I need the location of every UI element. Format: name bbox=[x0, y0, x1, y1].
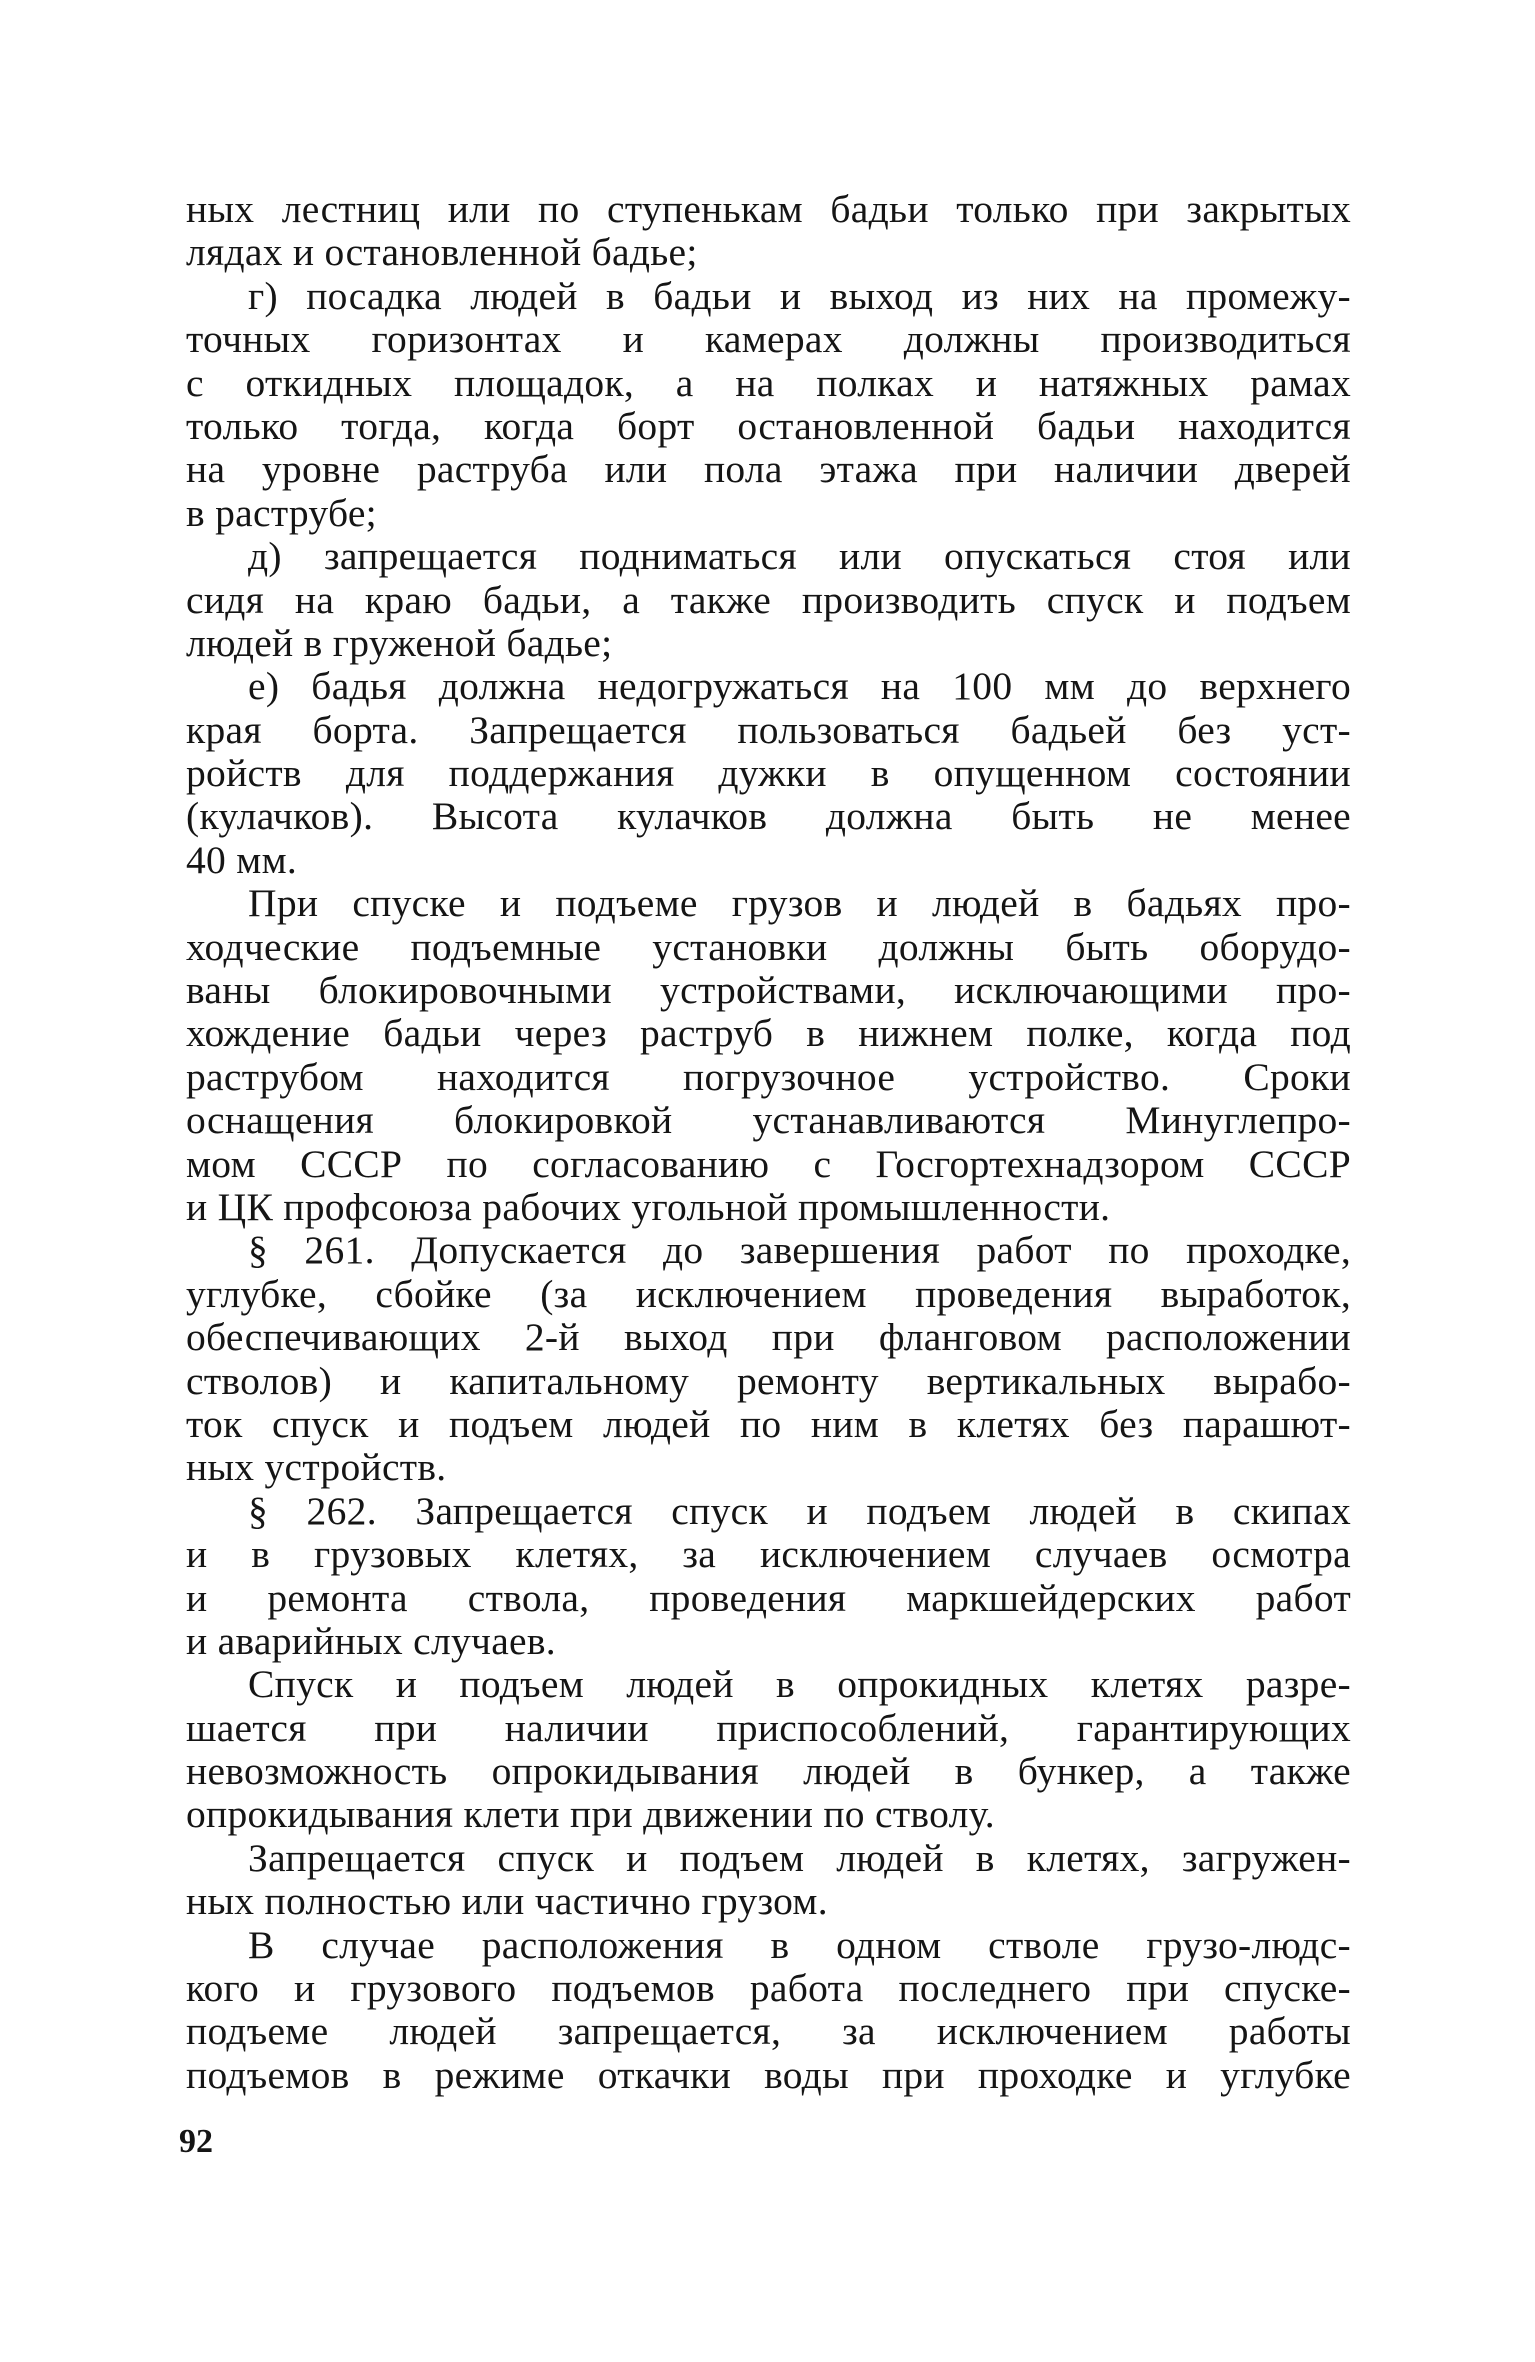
text-line: и аварийных случаев. bbox=[186, 1618, 556, 1663]
text-line: подъемов в режиме откачки воды при проходке и углубке bbox=[186, 2052, 1351, 2097]
text-line: § 261. Допускается до завершения работ по проходке, bbox=[248, 1228, 1351, 1273]
text-line: углубке, сбойке (за исключением проведения выработок, bbox=[186, 1271, 1351, 1316]
text-line: только тогда, когда борт остановленной бадьи находится bbox=[186, 403, 1351, 448]
text-line: ток спуск и подъем людей по ним в клетях без парашют- bbox=[186, 1401, 1351, 1446]
text-line: мом СССР по согласованию с Госгортехнадзором СССР bbox=[186, 1141, 1351, 1186]
paragraph bbox=[186, 665, 1351, 882]
text-line: обеспечивающих 2-й выход при фланговом расположении bbox=[186, 1315, 1351, 1360]
text-line: д) запрещается подниматься или опускаться стоя или bbox=[248, 534, 1351, 579]
text-line: ных устройств. bbox=[186, 1445, 447, 1490]
text-line: шается при наличии приспособлений, гарантирующих bbox=[186, 1705, 1351, 1750]
paragraph bbox=[186, 188, 1351, 275]
text-line: г) посадка людей в бадьи и выход из них на промежу- bbox=[248, 273, 1351, 318]
text-line: точных горизонтах и камерах должны производиться bbox=[186, 317, 1351, 362]
text-line: ваны блокировочными устройствами, исключающими про- bbox=[186, 968, 1351, 1013]
text-line: оснащения блокировкой устанавливаются Минуглепро- bbox=[186, 1098, 1351, 1143]
text-line: и ремонта ствола, проведения маркшейдерских работ bbox=[186, 1575, 1351, 1620]
text-line: края борта. Запрещается пользоваться бадьей без уст- bbox=[186, 707, 1351, 752]
text-line: и в грузовых клетях, за исключением случаев осмотра bbox=[186, 1532, 1351, 1577]
paragraph bbox=[186, 882, 1351, 1229]
paragraph bbox=[186, 1837, 1351, 1924]
text-line: 40 мм. bbox=[186, 837, 298, 882]
body-text bbox=[186, 188, 1351, 2097]
text-line: и ЦК профсоюза рабочих угольной промышленности. bbox=[186, 1184, 1111, 1229]
paragraph bbox=[186, 275, 1351, 535]
text-line: кого и грузового подъемов работа последнего при спуске- bbox=[186, 1966, 1351, 2011]
text-line: подъеме людей запрещается, за исключением работы bbox=[186, 2009, 1351, 2054]
text-line: на уровне раструба или пола этажа при наличии дверей bbox=[186, 447, 1351, 492]
page-number: 92 bbox=[179, 2123, 213, 2160]
paragraph bbox=[186, 1924, 1351, 2098]
text-line: опрокидывания клети при движении по стволу. bbox=[186, 1792, 995, 1837]
text-line: раструбом находится погрузочное устройство. Сроки bbox=[186, 1054, 1351, 1099]
text-line: с откидных площадок, а на полках и натяжных рамах bbox=[186, 360, 1351, 405]
paragraph bbox=[186, 1229, 1351, 1489]
text-line: хождение бадьи через раструб в нижнем полке, когда под bbox=[186, 1011, 1351, 1056]
text-line: е) бадья должна недогружаться на 100 мм до верхнего bbox=[248, 664, 1351, 709]
text-line: невозможность опрокидывания людей в бункер, а также bbox=[186, 1749, 1351, 1794]
text-line: Запрещается спуск и подъем людей в клетях, загружен- bbox=[248, 1835, 1351, 1880]
text-line: (кулачков). Высота кулачков должна быть не менее bbox=[186, 794, 1351, 839]
text-line: В случае расположения в одном стволе грузо-людс- bbox=[248, 1922, 1351, 1967]
text-line: лядах и остановленной бадье; bbox=[186, 230, 698, 275]
text-line: сидя на краю бадьи, а также производить спуск и подъем bbox=[186, 577, 1351, 622]
text-line: стволов) и капитальному ремонту вертикальных вырабо- bbox=[186, 1358, 1351, 1403]
paragraph bbox=[186, 1490, 1351, 1664]
text-line: ных полностью или частично грузом. bbox=[186, 1879, 828, 1924]
text-line: При спуске и подъеме грузов и людей в бадьях про- bbox=[248, 881, 1351, 926]
text-line: ройств для поддержания дужки в опущенном состоянии bbox=[186, 751, 1351, 796]
paragraph bbox=[186, 1663, 1351, 1837]
text-line: в раструбе; bbox=[186, 490, 377, 535]
text-line: § 262. Запрещается спуск и подъем людей в скипах bbox=[248, 1488, 1351, 1533]
text-line: Спуск и подъем людей в опрокидных клетях разре- bbox=[248, 1662, 1351, 1707]
paragraph bbox=[186, 535, 1351, 665]
text-line: людей в груженой бадье; bbox=[186, 620, 613, 665]
text-line: ных лестниц или по ступенькам бадьи только при закрытых bbox=[186, 187, 1351, 231]
text-line: ходческие подъемные установки должны быть оборудо- bbox=[186, 924, 1351, 969]
